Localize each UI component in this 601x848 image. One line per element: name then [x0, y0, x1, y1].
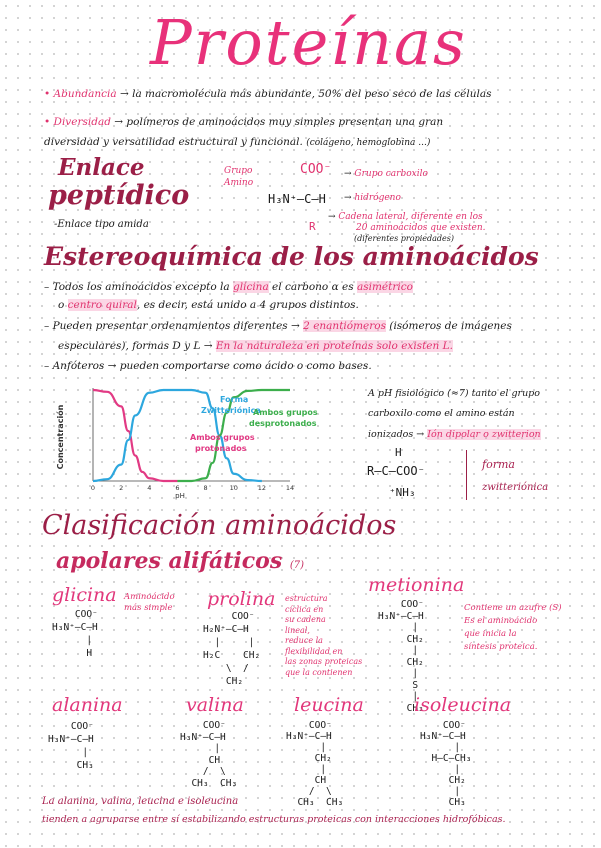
- cadena-line: → Cadena lateral, diferente en los: [328, 212, 483, 222]
- aa-name-prolina: prolina: [207, 588, 276, 610]
- diversidad-text1: polímeros de aminoácidos muy simples presentan una gran: [126, 116, 444, 128]
- zwitterion-highlight: Ión dipolar o zwitterion: [427, 429, 541, 440]
- clasificacion-title: Clasificación aminoácidos: [42, 510, 397, 541]
- estereo-b3: Pueden presentar ordenamientos diferentes →: [52, 320, 300, 332]
- ph-note-2: carboxilo como el amino están: [368, 408, 515, 419]
- diversidad-line: • Diversidad → polímeros de aminoácidos muy simples presentan una gran: [44, 116, 444, 128]
- clasificacion-subtitle: [56, 548, 304, 574]
- aa-name-glicina: glicina: [52, 584, 117, 606]
- chart-tick-label: 8: [203, 484, 208, 492]
- chart-tick-label: 0: [90, 484, 96, 492]
- aa-note-metionina: Contiene un azufre (S) Es el aminoácido que inicia la síntesis proteica.: [464, 603, 562, 652]
- diversidad-examples: (colágeno, hemoglobina ...): [306, 138, 431, 148]
- zwit-struct-main: R–C–COO⁻: [367, 464, 425, 478]
- estereo-b1b: el carbono α es: [272, 281, 354, 293]
- chart-tick-label: 6: [175, 484, 180, 492]
- subtitle-text: apolares alifáticos: [56, 548, 283, 574]
- forma-brace: [466, 450, 475, 500]
- estereo-bullet-1: – Todos los aminoácidos excepto la glicina el carbono α es asimétrico: [44, 281, 413, 293]
- aa-note-glicina: Aminoácido más simple: [124, 592, 175, 613]
- glicina-highlight: glicina: [233, 281, 269, 293]
- chart-label-desp-1: Ambos grupos: [253, 408, 318, 417]
- aa-name-metionina: metionina: [368, 574, 465, 596]
- forma-label-2: zwitteriónica: [482, 482, 549, 493]
- estereo-bullet-1b: o centro quiral, es decir, está unido a 4 grupos distintos.: [58, 299, 359, 311]
- subtitle-count: (7): [289, 560, 305, 571]
- chart-tick-label: 2: [119, 484, 124, 492]
- forma-label-1: forma: [482, 458, 515, 471]
- chart-xlabel: pH: [175, 492, 185, 500]
- zwit-struct-nh: ⁺NH₃: [389, 486, 416, 499]
- cadena-label-1: Cadena lateral, diferente en los: [338, 212, 483, 222]
- aa-struct-metionina: COO⁻ H₃N⁺–C–H | CH₂ | CH₂ | S | CH₃: [378, 599, 424, 714]
- chart-series-line-0: [93, 390, 177, 481]
- aa-name-valina: valina: [186, 694, 244, 716]
- hidrogeno-line: → hidrógeno: [344, 193, 401, 203]
- aa-struct-isoleucina: COO⁻ H₃N⁺–C–H | H–C–CH₃ | CH₂ | CH₃: [420, 720, 472, 808]
- enlace-title-1: Enlace: [58, 154, 145, 181]
- estereo-bullet-2: – Pueden presentar ordenamientos diferentes → 2 enantiómeros (isómeros de imágenes: [44, 320, 512, 332]
- abundancia-line: • Abundancia → la macromolécula más abundante, 50% del peso seco de las células: [44, 88, 492, 100]
- quiral-highlight: centro quiral: [67, 299, 137, 311]
- concentration-chart: [55, 382, 318, 500]
- ph-note-1: A pH fisiológico (≈7) tanto el grupo: [368, 388, 540, 399]
- zwit-struct-h: H: [395, 446, 402, 459]
- abundancia-label: Abundancia: [53, 88, 117, 100]
- cadena-label-3: (diferentes propiedades): [354, 234, 454, 243]
- aa-struct-glicina: COO⁻ H₃N⁺–C–H | H: [52, 609, 98, 659]
- aa-name-alanina: alanina: [52, 694, 123, 716]
- enlace-note: -Enlace tipo amida: [54, 219, 149, 230]
- aa-name-isoleucina: isoleucina: [414, 694, 512, 716]
- chart-tick-label: 4: [147, 484, 152, 492]
- chart-tick-label: 12: [257, 484, 266, 492]
- chart-tick-label: 14: [285, 484, 295, 492]
- chart-label-zwit-1: Forma: [220, 395, 249, 404]
- enlace-main-line: H₃N⁺–C–H: [268, 192, 326, 206]
- diversidad-label: Diversidad: [53, 116, 111, 128]
- estereo-b2: , es decir, está unido a 4 grupos distintos.: [136, 299, 359, 311]
- chart-label-desp-2: desprotonados: [249, 419, 317, 428]
- footer-line-1: La alanina, valina, leucina e isoleucina: [42, 796, 239, 807]
- asimetrico-highlight: asimétrico: [356, 281, 413, 293]
- abundancia-text: la macromolécula más abundante, 50% del peso seco de las células: [132, 88, 492, 100]
- footer-line-2: tienden a agruparse entre sí estabilizando estructuras proteicas con interacciones hidrofóbicas.: [42, 814, 506, 825]
- ph-note-3a: ionizados →: [368, 429, 425, 440]
- chart-label-prot-1: Ambos grupos: [190, 433, 255, 442]
- aa-struct-prolina: COO⁻ H₂N⁺–C–H | | H₂C CH₂ \ / CH₂: [203, 611, 261, 687]
- aa-name-leucina: leucina: [294, 694, 364, 716]
- page-title: Proteínas: [150, 6, 467, 79]
- chart-tick-label: 10: [229, 484, 238, 492]
- enantiomeros-highlight: 2 enantiómeros: [303, 320, 386, 332]
- carboxilo-line: → Grupo carboxilo: [344, 169, 428, 179]
- aa-note-prolina: estructura cíclica en su cadena lineal, reduce la flexibilidad en las zonas proteicas que la contienen: [285, 594, 363, 677]
- aa-struct-valina: COO⁻ H₃N⁺–C–H | CH / \ CH₃ CH₃: [180, 720, 238, 789]
- estereo-bullet-3: – Anfóteros → pueden comportarse como ácido o como bases.: [44, 360, 372, 372]
- estereo-b1a: Todos los aminoácidos excepto la: [52, 281, 230, 293]
- hidrogeno-label: hidrógeno: [354, 193, 401, 203]
- chart-label-prot-2: protonados: [195, 444, 247, 453]
- carboxilo-label: Grupo carboxilo: [354, 169, 428, 179]
- diversidad-line2: [44, 136, 430, 148]
- aa-struct-leucina: COO⁻ H₃N⁺–C–H | CH₂ | CH / \ CH₃ CH₃: [286, 720, 344, 808]
- estereo-title: Estereoquímica de los aminoácidos: [44, 242, 539, 271]
- grupo-amino-label: Grupo Amino: [224, 166, 254, 188]
- cadena-label-2: 20 aminoácidos que existen.: [356, 223, 486, 233]
- diversidad-text2: diversidad y versatilidad estructural y funcional.: [44, 136, 303, 148]
- aa-struct-alanina: COO⁻ H₃N⁺–C–H | CH₃: [48, 721, 94, 771]
- chart-ylabel: Concentración: [56, 404, 65, 470]
- chart-label-zwit-2: Zwitteriónica: [201, 406, 261, 415]
- naturaleza-highlight: En la naturaleza en proteínas solo existen L.: [215, 340, 453, 352]
- enlace-title-2: peptídico: [48, 180, 190, 211]
- enlace-r: R: [309, 220, 316, 233]
- estereo-b5: Anfóteros → pueden comportarse como ácido o como bases.: [52, 360, 372, 372]
- estereo-b4: especulares), formas D y L →: [58, 340, 213, 352]
- ph-note-3: [368, 429, 541, 440]
- estereo-bullet-2b: [58, 340, 453, 352]
- estereo-b3b: (isómeros de imágenes: [389, 320, 512, 332]
- enlace-coo: COO⁻: [300, 162, 332, 177]
